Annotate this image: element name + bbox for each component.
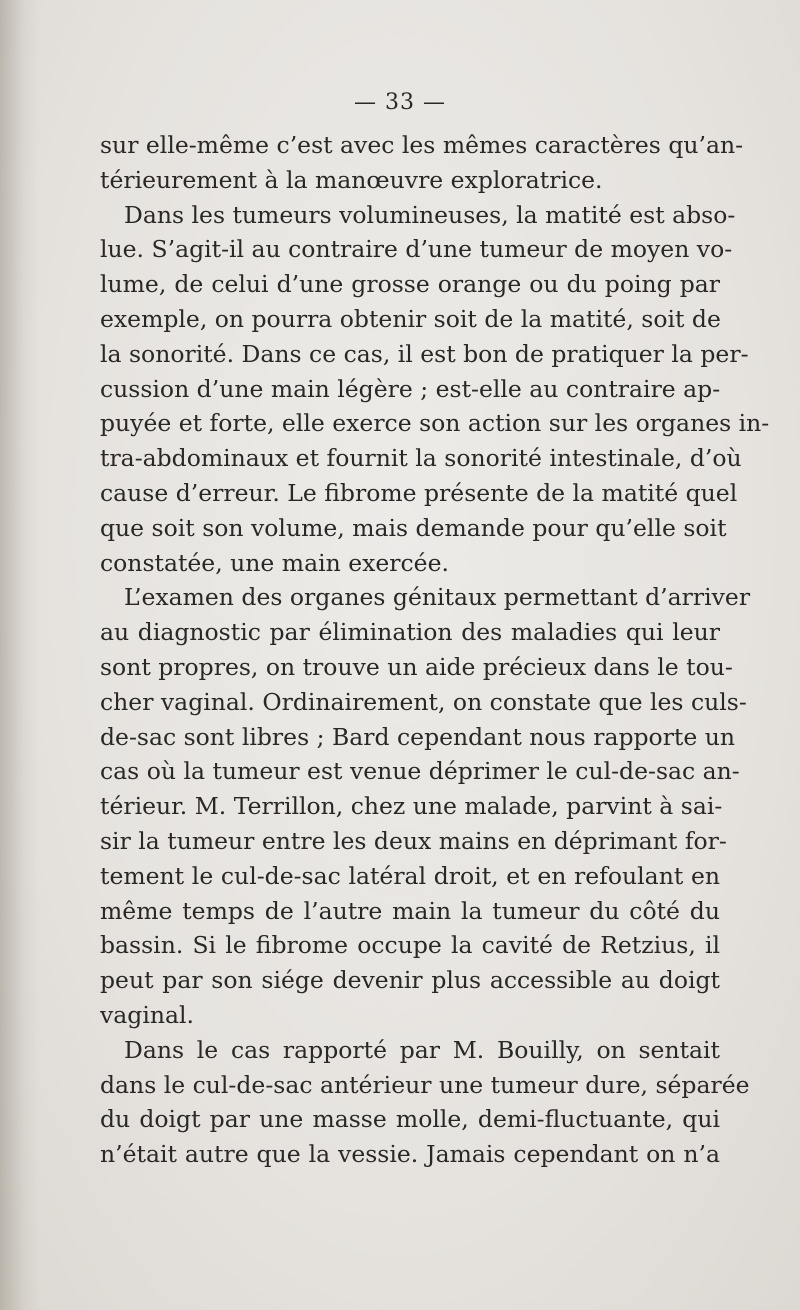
text-line: cher vaginal. Ordinairement, on constate que les culs- [100, 687, 747, 716]
text-line: puyée et forte, elle exerce son action sur les organes in- [100, 409, 770, 438]
text-line: sont propres, on trouve un aide précieux dans le tou- [100, 652, 733, 681]
text-line: même temps de l’autre main la tumeur du côté du [100, 896, 720, 925]
text-line: Dans les tumeurs volumineuses, la matité est abso- [124, 200, 736, 229]
paragraph-2 [100, 198, 770, 581]
text-line: L’examen des organes génitaux permettant d’arriver [124, 583, 751, 612]
paragraph-3 [100, 580, 751, 1032]
text-line: térieur. M. Terrillon, chez une malade, parvint à sai- [100, 792, 723, 821]
text-line: dans le cul-de-sac antérieur une tumeur dure, séparée [100, 1070, 750, 1099]
text-line: constatée, une main exercée. [100, 548, 449, 577]
text-line: cause d’erreur. Le fibrome présente de la matité quel [100, 478, 738, 507]
text-line: du doigt par une masse molle, demi-fluctuante, qui [100, 1105, 720, 1134]
text-line: peut par son siége devenir plus accessible au doigt [100, 966, 720, 995]
text-line: térieurement à la manœuvre exploratrice. [100, 165, 603, 194]
body-text [100, 128, 770, 1172]
page-edge-shadow [0, 0, 40, 1310]
text-line: sur elle-même c’est avec les mêmes caractères qu’an- [100, 131, 744, 159]
text-line: tement le cul-de-sac latéral droit, et en refoulant en [100, 861, 720, 890]
text-line: au diagnostic par élimination des maladies qui leur [100, 618, 720, 647]
page-number: — 33 — [354, 90, 446, 115]
text-line: Dans le cas rapporté par M. Bouilly, on sentait [124, 1035, 720, 1064]
text-line: cussion d’une main légère ; est-elle au contraire ap- [100, 374, 721, 403]
text-line: n’était autre que la vessie. Jamais cependant on n’a [100, 1140, 720, 1169]
text-line: lume, de celui d’une grosse orange ou du poing par [100, 270, 720, 299]
text-line: de-sac sont libres ; Bard cependant nous rapporte un [100, 722, 736, 751]
text-line: bassin. Si le fibrome occupe la cavité de Retzius, il [100, 931, 720, 960]
text-line: cas où la tumeur est venue déprimer le cul-de-sac an- [100, 757, 740, 786]
text-line: exemple, on pourra obtenir soit de la matité, soit de [100, 304, 721, 333]
text-line: la sonorité. Dans ce cas, il est bon de pratiquer la per- [100, 339, 749, 368]
text-line: vaginal. [100, 1000, 194, 1029]
text-line: tra-abdominaux et fournit la sonorité intestinale, d’où [100, 444, 742, 473]
paragraph-1 [100, 128, 744, 198]
text-line: que soit son volume, mais demande pour qu’elle soit [100, 513, 727, 542]
paragraph-4 [100, 1033, 750, 1172]
text-line: sir la tumeur entre les deux mains en déprimant for- [100, 826, 727, 855]
text-line: lue. S’agit-il au contraire d’une tumeur de moyen vo- [100, 235, 733, 264]
